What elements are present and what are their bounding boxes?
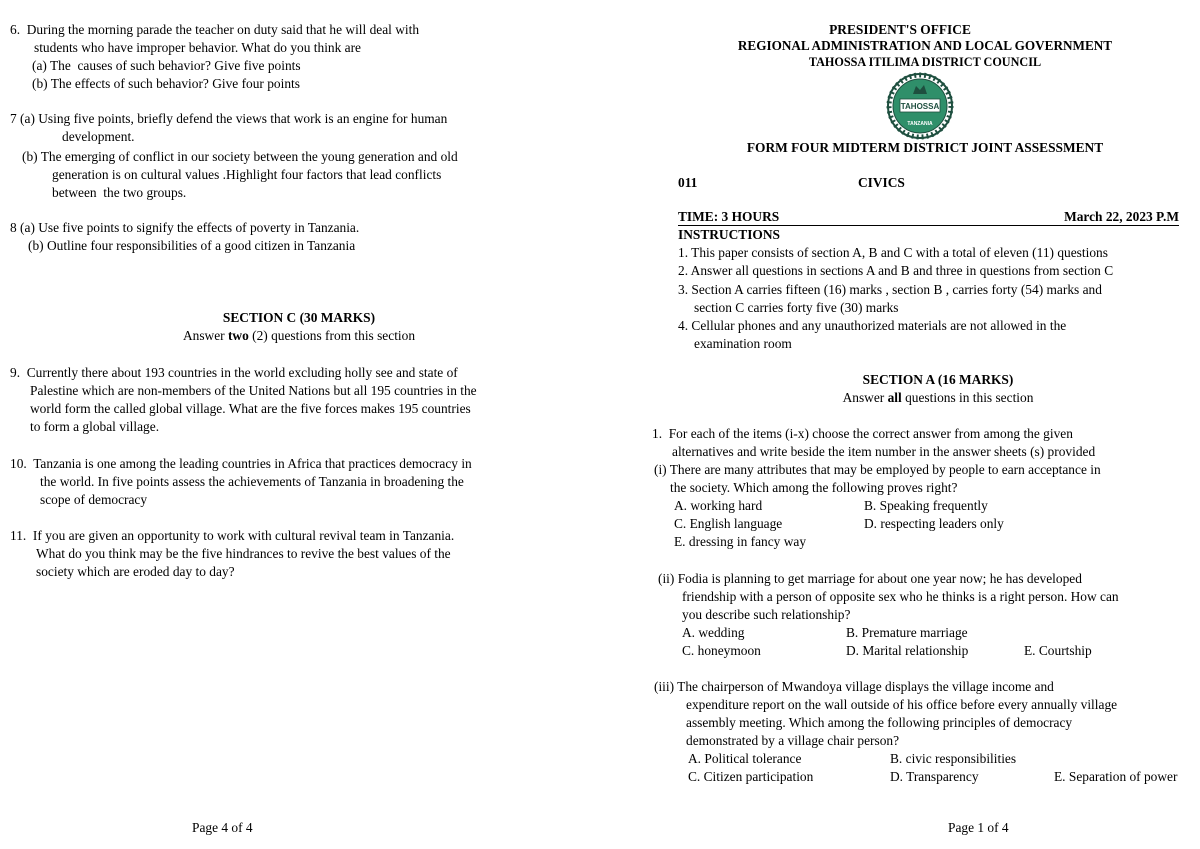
qii-option-e: E. Courtship [1024, 643, 1092, 658]
q8-part-a: 8 (a) Use five points to signify the effects of poverty in Tanzania. [10, 220, 360, 235]
q6-line: students who have improper behavior. What do you think are [34, 40, 362, 55]
qi-option-e: E. dressing in fancy way [674, 534, 807, 549]
qi-option-c: C. English language [674, 516, 783, 531]
qiii-option-e: E. Separation of power [1054, 769, 1178, 784]
q9-line: 9. Currently there about 193 countries in the world excluding holly see and state of [10, 365, 458, 380]
qiii-option-c: C. Citizen participation [688, 769, 814, 784]
qi-option-d: D. respecting leaders only [864, 516, 1004, 531]
q10-line: scope of democracy [40, 492, 148, 507]
q11-line: What do you think may be the five hindrances to revive the best values of the [36, 546, 451, 561]
exam-date: March 22, 2023 P.M [1064, 209, 1179, 224]
q7-part-b: (b) The emerging of conflict in our society between the young generation and old [22, 149, 458, 164]
exam-title: FORM FOUR MIDTERM DISTRICT JOINT ASSESSMENT [746, 140, 1104, 155]
q7-line: between the two groups. [52, 185, 187, 200]
instruction-item: 1. This paper consists of section A, B and C with a total of eleven (11) questions [678, 245, 1108, 260]
header-council: TAHOSSA ITILIMA DISTRICT COUNCIL [808, 55, 1042, 69]
qii-option-b: B. Premature marriage [846, 625, 968, 640]
qiii-option-b: B. civic responsibilities [890, 751, 1017, 766]
q11-line: 11. If you are given an opportunity to work with cultural revival team in Tanzania. [10, 528, 455, 543]
qii-line: (ii) Fodia is planning to get marriage for about one year now; he has developed [658, 571, 1082, 586]
right-page [600, 0, 1200, 849]
qi-option-a: A. working hard [674, 498, 763, 513]
page-number: Page 1 of 4 [948, 820, 1009, 835]
q9-line: world form the called global village. What are the five forces makes 195 countries [30, 401, 471, 416]
q6-part-a: (a) The causes of such behavior? Give five points [32, 58, 301, 73]
section-c-instruction: Answer two (2) questions from this section [182, 328, 416, 343]
subject-name: CIVICS [858, 175, 905, 190]
q7-line: development. [62, 129, 135, 144]
subject-code: 011 [678, 175, 698, 190]
header-ministry: REGIONAL ADMINISTRATION AND LOCAL GOVERNMENT [737, 38, 1113, 53]
q6-part-b: (b) The effects of such behavior? Give four points [32, 76, 300, 91]
instruction-item: 3. Section A carries fifteen (16) marks , section B , carries forty (54) marks and [678, 282, 1102, 297]
q11-line: society which are eroded day to day? [36, 564, 235, 579]
qii-line: friendship with a person of opposite sex who he thinks is a right person. How can [682, 589, 1119, 604]
section-a-instruction: Answer all questions in this section [842, 390, 1034, 405]
instruction-item: 2. Answer all questions in sections A and B and three in questions from section C [678, 263, 1114, 278]
q10-line: 10. Tanzania is one among the leading countries in Africa that practices democracy in [10, 456, 472, 471]
seal-icon [886, 72, 954, 140]
q9-line: to form a global village. [30, 419, 160, 434]
instruction-item: section C carries forty five (30) marks [694, 300, 899, 315]
header-office: PRESIDENT'S OFFICE [829, 22, 971, 37]
q6-line: 6. During the morning parade the teacher on duty said that he will deal with [10, 22, 420, 37]
qii-option-c: C. honeymoon [682, 643, 761, 658]
qii-option-a: A. wedding [682, 625, 745, 640]
q9-line: Palestine which are non-members of the United Nations but all 195 countries in the [30, 383, 477, 398]
q10-line: the world. In five points assess the achievements of Tanzania in broadening the [40, 474, 464, 489]
q1-line: alternatives and write beside the item number in the answer sheets (s) provided [672, 444, 1096, 459]
tahossa-logo [886, 72, 954, 140]
qi-line: the society. Which among the following proves right? [670, 480, 958, 495]
qi-option-b: B. Speaking frequently [864, 498, 988, 513]
page-number: Page 4 of 4 [192, 820, 253, 835]
qiii-option-d: D. Transparency [890, 769, 979, 784]
q1-line: 1. For each of the items (i-x) choose the correct answer from among the given [652, 426, 1073, 441]
qii-line: you describe such relationship? [682, 607, 851, 622]
qiii-line: demonstrated by a village chair person? [686, 733, 900, 748]
section-c-title: SECTION C (30 MARKS) [222, 310, 376, 325]
logo-text: TAHOSSA [900, 102, 940, 111]
section-a-title: SECTION A (16 MARKS) [862, 372, 1014, 387]
time-date-row [678, 209, 1179, 226]
instruction-item: 4. Cellular phones and any unauthorized materials are not allowed in the [678, 318, 1067, 333]
logo-bottom-text: TANZANIA [907, 121, 933, 127]
qiii-line: expenditure report on the wall outside of his office before every annually village [686, 697, 1118, 712]
qiii-line: assembly meeting. Which among the following principles of democracy [686, 715, 1073, 730]
instruction-item: examination room [694, 336, 792, 351]
qi-line: (i) There are many attributes that may be employed by people to earn acceptance in [654, 462, 1101, 477]
q7-part-a: 7 (a) Using five points, briefly defend the views that work is an engine for human [10, 111, 448, 126]
q7-line: generation is on cultural values .Highlight four factors that lead conflicts [52, 167, 442, 182]
qiii-option-a: A. Political tolerance [688, 751, 802, 766]
qii-option-d: D. Marital relationship [846, 643, 969, 658]
exam-time: TIME: 3 HOURS [678, 209, 780, 224]
q8-part-b: (b) Outline four responsibilities of a good citizen in Tanzania [28, 238, 356, 253]
instructions-title: INSTRUCTIONS [678, 227, 780, 242]
qiii-line: (iii) The chairperson of Mwandoya village displays the village income and [654, 679, 1054, 694]
